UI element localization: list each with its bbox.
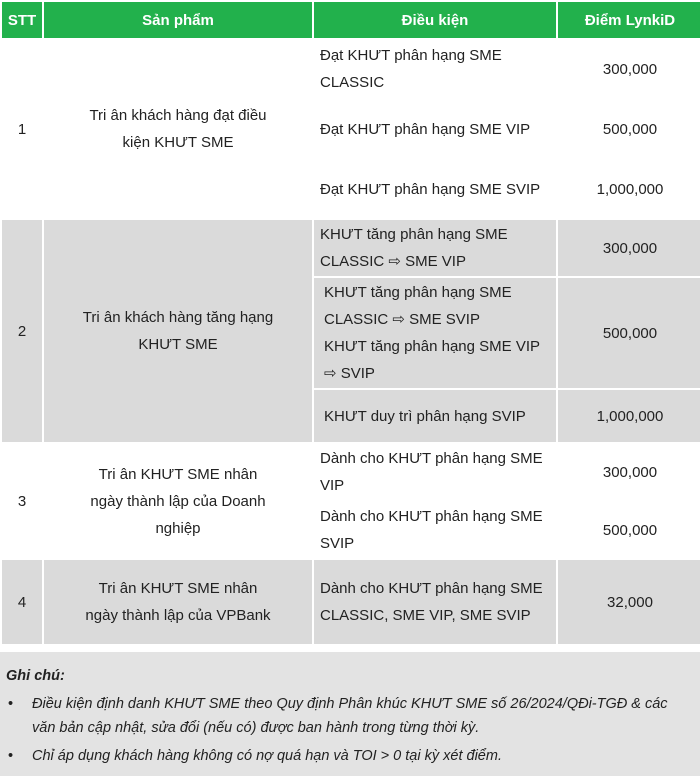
notes-section	[0, 652, 700, 776]
row-stt: 2	[2, 220, 42, 442]
row-condition	[314, 40, 556, 98]
note-item	[6, 692, 694, 740]
row-condition	[314, 560, 556, 644]
row-product: Tri ân KHƯT SME nhân ngày thành lập của VPBank	[44, 560, 312, 644]
header-stt: STT	[2, 2, 42, 38]
row-points: 300,000	[558, 220, 700, 276]
condition-text: Đạt KHƯT phân hạng SME SVIP	[320, 180, 541, 198]
row-stt: 3	[2, 444, 42, 558]
condition-text: Đạt KHƯT phân hạng SME VIP	[320, 120, 531, 138]
table-header-row	[2, 2, 700, 38]
condition-text: Dành cho KHƯT phân hạng SME SVIP	[320, 508, 543, 552]
row-points: 500,000	[558, 278, 700, 388]
notes-title: Ghi chú:	[6, 668, 65, 684]
row-product: Tri ân khách hàng đạt điều kiện KHƯT SME	[44, 40, 312, 218]
table-row	[2, 560, 700, 644]
note-text: Chỉ áp dụng khách hàng không có nợ quá hạn và TOI > 0 tại kỳ xét điểm.	[32, 748, 502, 764]
table-row	[2, 444, 700, 500]
bullet-icon: •	[8, 748, 14, 764]
row-points: 32,000	[558, 560, 700, 644]
row-condition	[314, 220, 556, 276]
condition-text: Dành cho KHƯT phân hạng SME CLASSIC, SME VIP, SME SVIP	[320, 580, 543, 624]
row-condition	[314, 100, 556, 158]
row-points: 1,000,000	[558, 390, 700, 442]
row-product: Tri ân khách hàng tăng hạng KHƯT SME	[44, 220, 312, 442]
row-condition	[314, 390, 556, 442]
notes-list	[6, 692, 694, 768]
header-condition: Điều kiện	[314, 2, 556, 38]
bullet-icon: •	[8, 696, 14, 712]
row-condition	[314, 444, 556, 500]
condition-text: Đạt KHƯT phân hạng SME CLASSIC	[320, 47, 502, 91]
row-points: 500,000	[558, 100, 700, 158]
table-row	[2, 40, 700, 98]
row-condition	[314, 502, 556, 558]
row-points: 300,000	[558, 444, 700, 500]
row-condition	[314, 160, 556, 218]
row-stt: 4	[2, 560, 42, 644]
row-points: 300,000	[558, 40, 700, 98]
condition-text: KHƯT duy trì phân hạng SVIP	[324, 407, 526, 425]
row-stt: 1	[2, 40, 42, 218]
header-product: Sản phẩm	[44, 2, 312, 38]
note-text: Điều kiện định danh KHƯT SME theo Quy định Phân khúc KHƯT SME số 26/2024/QĐi-TGĐ & các văn bản cập nhật, sửa đổi (nếu có) được ban hành trong từng thời kỳ.	[32, 696, 668, 736]
note-item	[6, 744, 694, 768]
row-product: Tri ân KHƯT SME nhân ngày thành lập của Doanh nghiệp	[44, 444, 312, 558]
row-points: 500,000	[558, 502, 700, 558]
condition-text: KHƯT tăng phân hạng SME VIP ⇨ SVIP	[324, 338, 540, 382]
condition-text: KHƯT tăng phân hạng SME CLASSIC ⇨ SME VIP	[320, 226, 508, 270]
row-condition	[314, 278, 556, 388]
header-points: Điểm LynkiD	[558, 2, 700, 38]
table-row	[2, 220, 700, 276]
row-points: 1,000,000	[558, 160, 700, 218]
condition-text: Dành cho KHƯT phân hạng SME VIP	[320, 450, 543, 494]
condition-text: KHƯT tăng phân hạng SME CLASSIC ⇨ SME SVIP	[324, 284, 512, 328]
